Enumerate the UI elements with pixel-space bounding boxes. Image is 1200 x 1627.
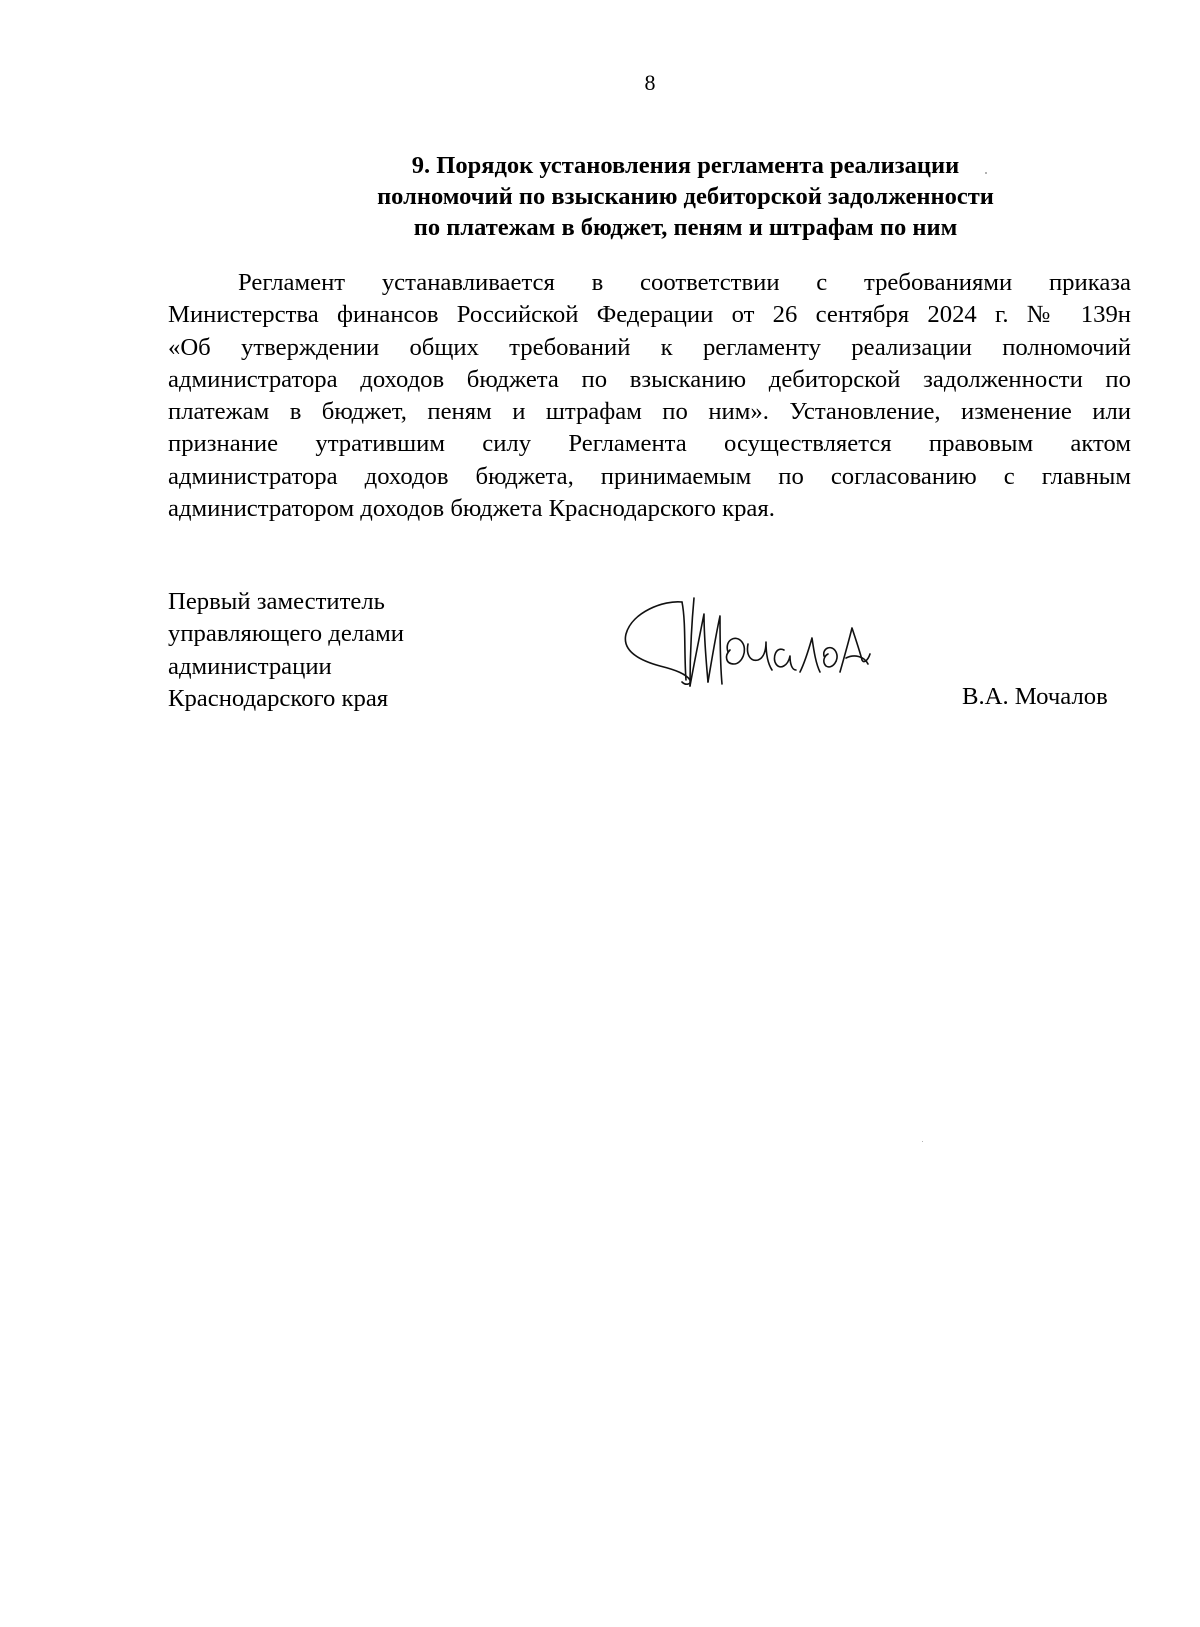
paragraph-line: Регламент устанавливается в соответствии с требованиями приказа [238, 269, 1131, 296]
signer-position [168, 586, 404, 715]
section-heading [168, 150, 1200, 243]
scan-speck [985, 172, 987, 174]
signer-position-line: управляющего делами [168, 620, 404, 648]
section-paragraph [168, 267, 1131, 525]
signer-position-line: Краснодарского края [168, 684, 389, 712]
signer-name: В.А. Мочалов [962, 683, 1108, 710]
paragraph-line: Министерства финансов Российской Федерации от 26 сентября 2024 г. № 139н [168, 301, 1131, 329]
scan-speck [922, 1141, 923, 1142]
paragraph-line: признание утратившим силу Регламента осуществляется правовым актом [168, 430, 1131, 458]
paragraph-line: администратора доходов бюджета, принимаемым по согласованию с главным [168, 462, 1131, 490]
signer-position-line: администрации [168, 652, 332, 680]
signer-position-line: Первый заместитель [168, 588, 385, 615]
section-heading-line-2: полномочий по взысканию дебиторской задолженности [377, 183, 994, 210]
paragraph-line: «Об утверждении общих требований к регламенту реализации полномочий [168, 333, 1131, 361]
paragraph-line: платежам в бюджет, пеням и штрафам по ним». Установление, изменение или [168, 398, 1131, 426]
paragraph-line: администратором доходов бюджета Краснодарского края. [168, 495, 775, 523]
section-heading-line-1: 9. Порядок установления регламента реализации [411, 152, 960, 179]
paragraph-line: администратора доходов бюджета по взысканию дебиторской задолженности по [168, 365, 1131, 393]
page-number: 8 [644, 70, 656, 95]
handwritten-signature [624, 594, 874, 704]
section-heading-line-3: по платежам в бюджет, пеням и штрафам по ним [413, 214, 958, 241]
